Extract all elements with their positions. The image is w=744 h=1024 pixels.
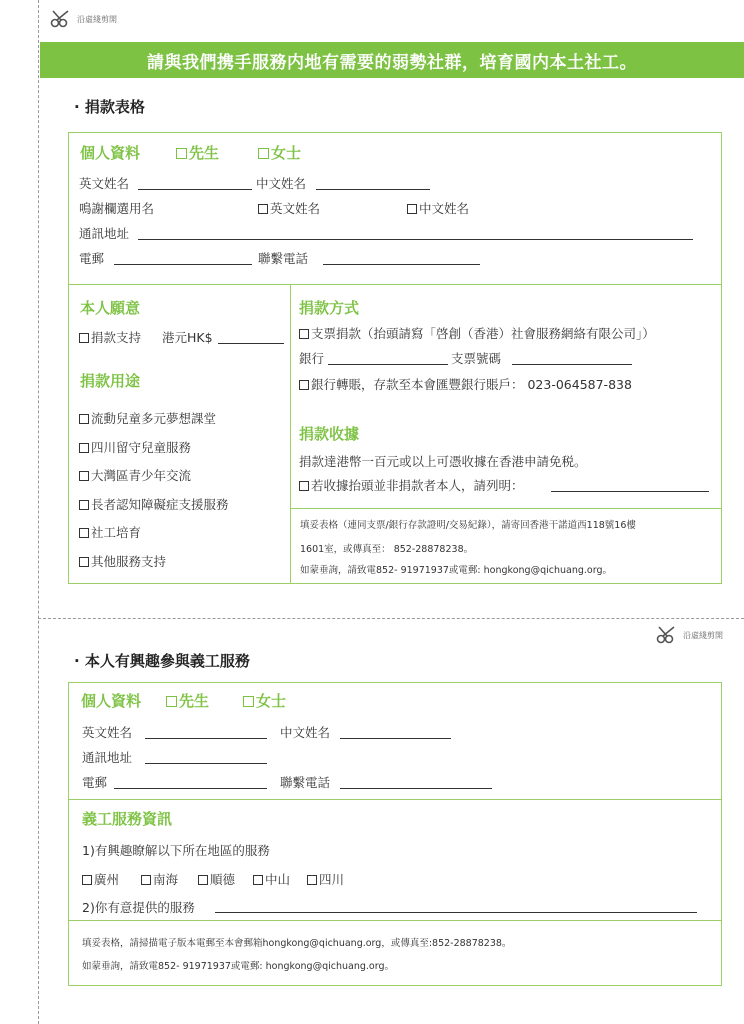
region-checkbox[interactable] xyxy=(82,875,92,885)
footer-line: 填妥表格（連同支票/銀行存款證明/交易紀錄），請寄回香港干諾道西118號16樓 xyxy=(300,520,636,531)
service-question: 2)你有意提供的服務 xyxy=(82,900,195,915)
email-label: 電郵 xyxy=(79,251,105,266)
personal-info-row xyxy=(80,142,140,163)
usage-option[interactable] xyxy=(79,466,191,484)
divider xyxy=(68,799,722,800)
vol-footer-line: 如蒙垂詢，請致電852- 91971937或電郵: hongkong@qichuang.org。 xyxy=(82,961,394,972)
usage-option[interactable] xyxy=(79,495,229,513)
region-checkbox[interactable] xyxy=(141,875,151,885)
usage-checkbox[interactable] xyxy=(79,528,89,538)
intent-heading: 本人願意 xyxy=(80,299,141,317)
ms-label: 女士 xyxy=(271,144,302,162)
vol-mr-label: 先生 xyxy=(179,692,210,710)
support-label: 捐款支持 xyxy=(91,330,142,345)
personal-info-heading: 個人資料 xyxy=(80,144,141,162)
phone-field[interactable] xyxy=(323,264,480,265)
cheque-number-field[interactable] xyxy=(512,364,632,365)
region-checkbox[interactable] xyxy=(307,875,317,885)
vol-phone-field[interactable] xyxy=(340,788,492,789)
transfer-option[interactable] xyxy=(299,375,632,393)
volunteer-info-heading: 義工服務資訊 xyxy=(82,810,173,828)
vol-mr-checkbox[interactable] xyxy=(166,696,177,707)
usage-option[interactable] xyxy=(79,409,216,427)
scissors-icon xyxy=(656,626,678,644)
cut-line-horizontal xyxy=(38,618,744,619)
region-checkbox[interactable] xyxy=(253,875,263,885)
chinese-name-label: 中文姓名 xyxy=(256,176,307,191)
bank-label: 銀行 xyxy=(299,351,325,366)
service-field[interactable] xyxy=(215,912,697,913)
cut-hint-label: 沿虛綫剪開 xyxy=(683,630,723,640)
region-label: 順德 xyxy=(210,872,236,887)
usage-checkbox[interactable] xyxy=(79,500,89,510)
mr-option[interactable] xyxy=(176,142,219,163)
vol-chinese-name-field[interactable] xyxy=(340,738,451,739)
other-name-field[interactable] xyxy=(551,491,709,492)
vol-personal-info-heading: 個人資料 xyxy=(81,692,142,710)
english-name-label: 英文姓名 xyxy=(79,176,130,191)
transfer-label: 銀行轉賬，存款至本會匯豐銀行賬戶： 023-064587-838 xyxy=(311,377,632,392)
cut-line-vertical xyxy=(38,0,39,1024)
usage-option[interactable] xyxy=(79,552,166,570)
vol-chinese-name-label: 中文姓名 xyxy=(280,725,331,740)
divider xyxy=(68,284,722,285)
chinese-name-field[interactable] xyxy=(316,189,430,190)
cheque-label: 支票捐款（抬頭請寫「啓創（香港）社會服務網絡有限公司」） xyxy=(311,326,655,341)
region-question: 1)有興趣瞭解以下所在地區的服務 xyxy=(82,843,270,858)
thanks-chinese-checkbox[interactable] xyxy=(407,204,417,214)
usage-heading: 捐款用途 xyxy=(80,372,141,390)
region-label: 南海 xyxy=(153,872,179,887)
transfer-checkbox[interactable] xyxy=(299,380,309,390)
thanks-chinese-option[interactable] xyxy=(407,199,469,217)
ms-checkbox[interactable] xyxy=(258,148,269,159)
vol-personal-info-row xyxy=(81,690,141,711)
vol-email-field[interactable] xyxy=(114,788,267,789)
currency-label: 港元HK$ xyxy=(162,330,213,345)
usage-checkbox[interactable] xyxy=(79,471,89,481)
bank-field[interactable] xyxy=(328,364,448,365)
vol-ms-checkbox[interactable] xyxy=(243,696,254,707)
usage-label: 社工培育 xyxy=(91,525,142,540)
region-checkbox[interactable] xyxy=(198,875,208,885)
english-name-field[interactable] xyxy=(138,189,252,190)
cut-hint-label: 沿虛綫剪開 xyxy=(77,14,117,24)
scissors-icon xyxy=(50,10,72,28)
region-option[interactable] xyxy=(141,870,178,888)
divider xyxy=(68,920,722,921)
vol-english-name-label: 英文姓名 xyxy=(82,725,133,740)
other-name-label: 若收據抬頭並非捐款者本人，請列明： xyxy=(311,478,524,493)
vol-mr-option[interactable] xyxy=(166,690,209,711)
donation-section-title: · 捐款表格 xyxy=(74,98,145,116)
mr-checkbox[interactable] xyxy=(176,148,187,159)
thanks-english-checkbox[interactable] xyxy=(258,204,268,214)
region-option[interactable] xyxy=(253,870,290,888)
thanks-name-label: 鳴謝欄選用名 xyxy=(79,201,155,216)
region-label: 中山 xyxy=(265,872,291,887)
cheque-number-label: 支票號碼 xyxy=(451,351,502,366)
cheque-option[interactable] xyxy=(299,324,655,342)
tax-note: 捐款達港幣一百元或以上可憑收據在香港申請免税。 xyxy=(299,454,587,469)
usage-option[interactable] xyxy=(79,523,141,541)
footer-line: 1601室，或傳真至： 852-28878238。 xyxy=(300,544,474,555)
usage-checkbox[interactable] xyxy=(79,557,89,567)
usage-label: 四川留守兒童服務 xyxy=(91,439,192,455)
region-label: 四川 xyxy=(319,872,345,887)
receipt-heading: 捐款收據 xyxy=(299,425,360,443)
amount-field[interactable] xyxy=(218,343,284,344)
thanks-english-label: 英文姓名 xyxy=(270,201,321,216)
volunteer-section-title: · 本人有興趣參與義工服務 xyxy=(74,652,250,670)
usage-label: 其他服務支持 xyxy=(91,553,167,569)
phone-label: 聯繫電話 xyxy=(258,251,309,266)
usage-checkbox[interactable] xyxy=(79,414,89,424)
address-label: 通訊地址 xyxy=(79,226,130,241)
usage-checkbox[interactable] xyxy=(79,443,89,453)
vol-ms-option[interactable] xyxy=(243,690,286,711)
vol-phone-label: 聯繫電話 xyxy=(280,775,331,790)
thanks-chinese-label: 中文姓名 xyxy=(419,201,470,216)
email-field[interactable] xyxy=(114,264,252,265)
mr-label: 先生 xyxy=(189,144,220,162)
cheque-checkbox[interactable] xyxy=(299,329,309,339)
thanks-english-option[interactable] xyxy=(258,199,320,217)
region-option[interactable] xyxy=(82,870,119,888)
cut-hint-middle xyxy=(656,626,723,644)
method-heading: 捐款方式 xyxy=(299,299,360,317)
vol-english-name-field[interactable] xyxy=(145,738,267,739)
usage-label: 長者認知障礙症支援服務 xyxy=(91,496,229,512)
ms-option[interactable] xyxy=(258,142,301,163)
region-label: 廣州 xyxy=(94,872,120,887)
divider xyxy=(290,508,722,509)
usage-label: 流動兒童多元夢想課堂 xyxy=(91,411,217,426)
usage-label: 大灣區青少年交流 xyxy=(91,468,192,483)
other-name-option[interactable] xyxy=(299,476,524,494)
footer-line: 如蒙垂詢，請致電852- 91971937或電郵: hongkong@qichuang.org。 xyxy=(300,565,612,576)
divider xyxy=(290,284,291,584)
other-name-checkbox[interactable] xyxy=(299,481,309,491)
vol-footer-line: 填妥表格，請掃描電子版本電郵至本會郵箱hongkong@qichuang.org，或傳真至:852-28878238。 xyxy=(82,938,512,949)
usage-option[interactable] xyxy=(79,438,191,456)
vol-address-label: 通訊地址 xyxy=(82,750,133,765)
support-option[interactable] xyxy=(79,328,141,346)
region-option[interactable] xyxy=(198,870,235,888)
vol-ms-label: 女士 xyxy=(256,692,287,710)
appeal-banner: 請與我們携手服務内地有需要的弱勢社群，培育國内本土社工。 xyxy=(40,42,744,78)
vol-email-label: 電郵 xyxy=(82,775,108,790)
vol-address-field[interactable] xyxy=(145,763,267,764)
cut-hint-top xyxy=(50,10,117,28)
address-field[interactable] xyxy=(138,239,693,240)
support-checkbox[interactable] xyxy=(79,333,89,343)
region-option[interactable] xyxy=(307,870,344,888)
